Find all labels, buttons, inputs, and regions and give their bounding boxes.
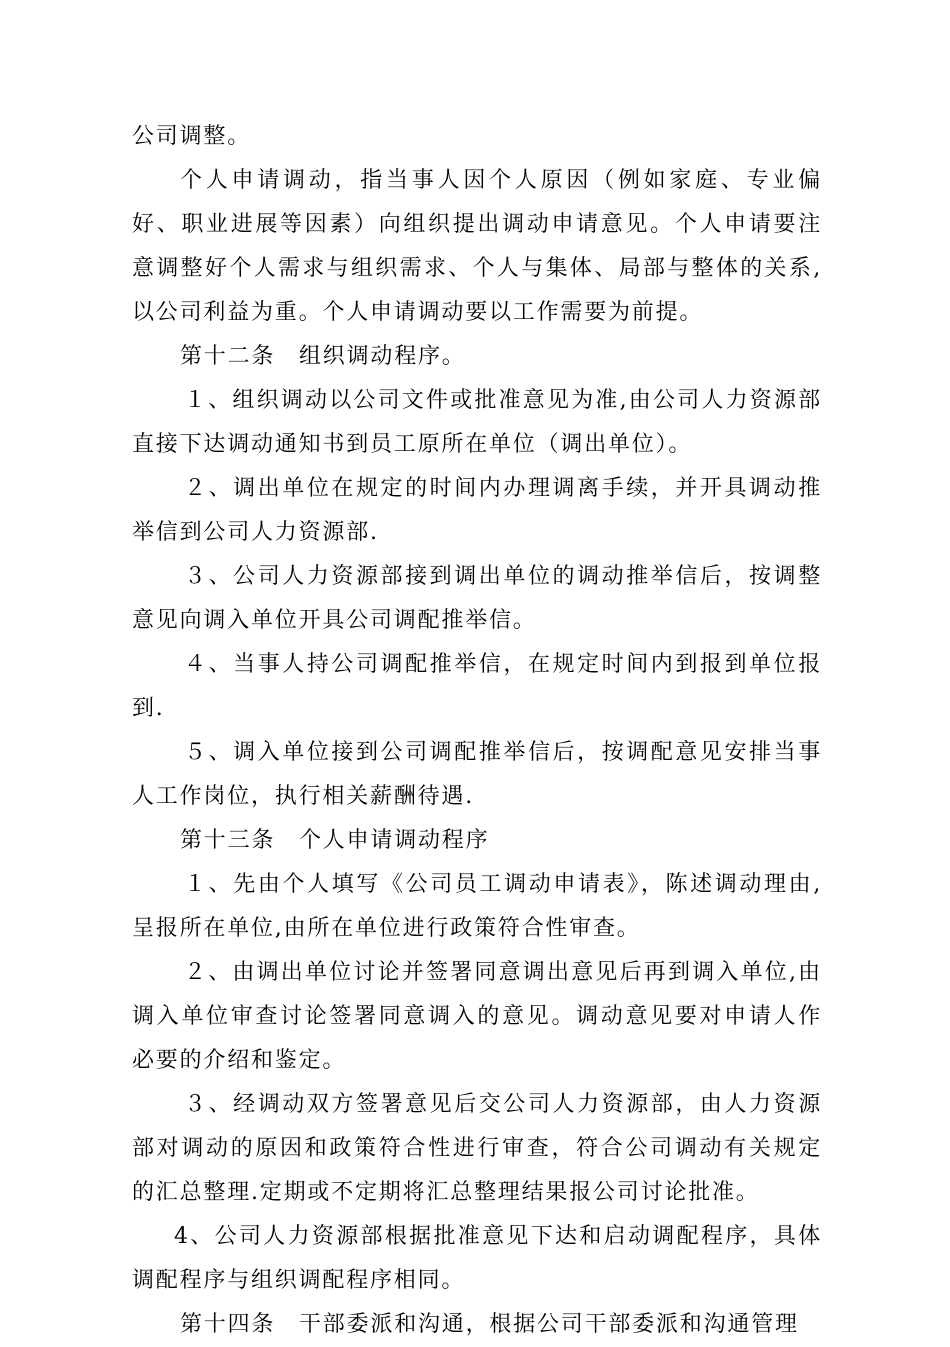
paragraph-continuation: 公司调整。 bbox=[132, 124, 252, 149]
article-12-item-5: ５、调入单位接到公司调配推举信后，按调配意见安排当事人工作岗位，执行相关薪酬待遇. bbox=[132, 740, 822, 809]
article-13-heading: 第十三条 个人申请调动程序 bbox=[180, 828, 490, 853]
paragraph-personal-application: 个人申请调动，指当事人因个人原因（例如家庭、专业偏好、职业进展等因素）向组织提出调动申请意见。个人申请要注意调整好个人需求与组织需求、个人与集体、局部与整体的关系,以公司利益为重。个人申请调动要以工作需要为前提。 bbox=[132, 168, 822, 325]
article-14-heading: 第十四条 干部委派和沟通，根据公司干部委派和沟通管理 bbox=[180, 1312, 799, 1337]
article-12-item-1: １、组织调动以公司文件或批准意见为准,由公司人力资源部直接下达调动通知书到员工原所在单位（调出单位）。 bbox=[132, 388, 822, 457]
article-12-heading: 第十二条 组织调动程序。 bbox=[180, 344, 466, 369]
article-13-item-1: １、先由个人填写《公司员工调动申请表》，陈述调动理由,呈报所在单位,由所在单位进行政策符合性审查。 bbox=[132, 872, 822, 941]
article-12-item-4: ４、当事人持公司调配推举信，在规定时间内到报到单位报到. bbox=[132, 652, 822, 721]
article-13-item-4: 4、公司人力资源部根据批准意见下达和启动调配程序，具体调配程序与组织调配程序相同。 bbox=[132, 1224, 822, 1293]
article-12-item-3: ３、公司人力资源部接到调出单位的调动推举信后，按调整意见向调入单位开具公司调配推举信。 bbox=[132, 564, 822, 633]
article-13-item-2: ２、由调出单位讨论并签署同意调出意见后再到调入单位,由调入单位审查讨论签署同意调入的意见。调动意见要对申请人作必要的介绍和鉴定。 bbox=[132, 960, 822, 1073]
document-body bbox=[132, 115, 822, 1347]
article-13-item-3: ３、经调动双方签署意见后交公司人力资源部，由人力资源部对调动的原因和政策符合性进行审查，符合公司调动有关规定的汇总整理.定期或不定期将汇总整理结果报公司讨论批准。 bbox=[132, 1092, 822, 1205]
article-12-item-2: ２、调出单位在规定的时间内办理调离手续，并开具调动推举信到公司人力资源部. bbox=[132, 476, 822, 545]
